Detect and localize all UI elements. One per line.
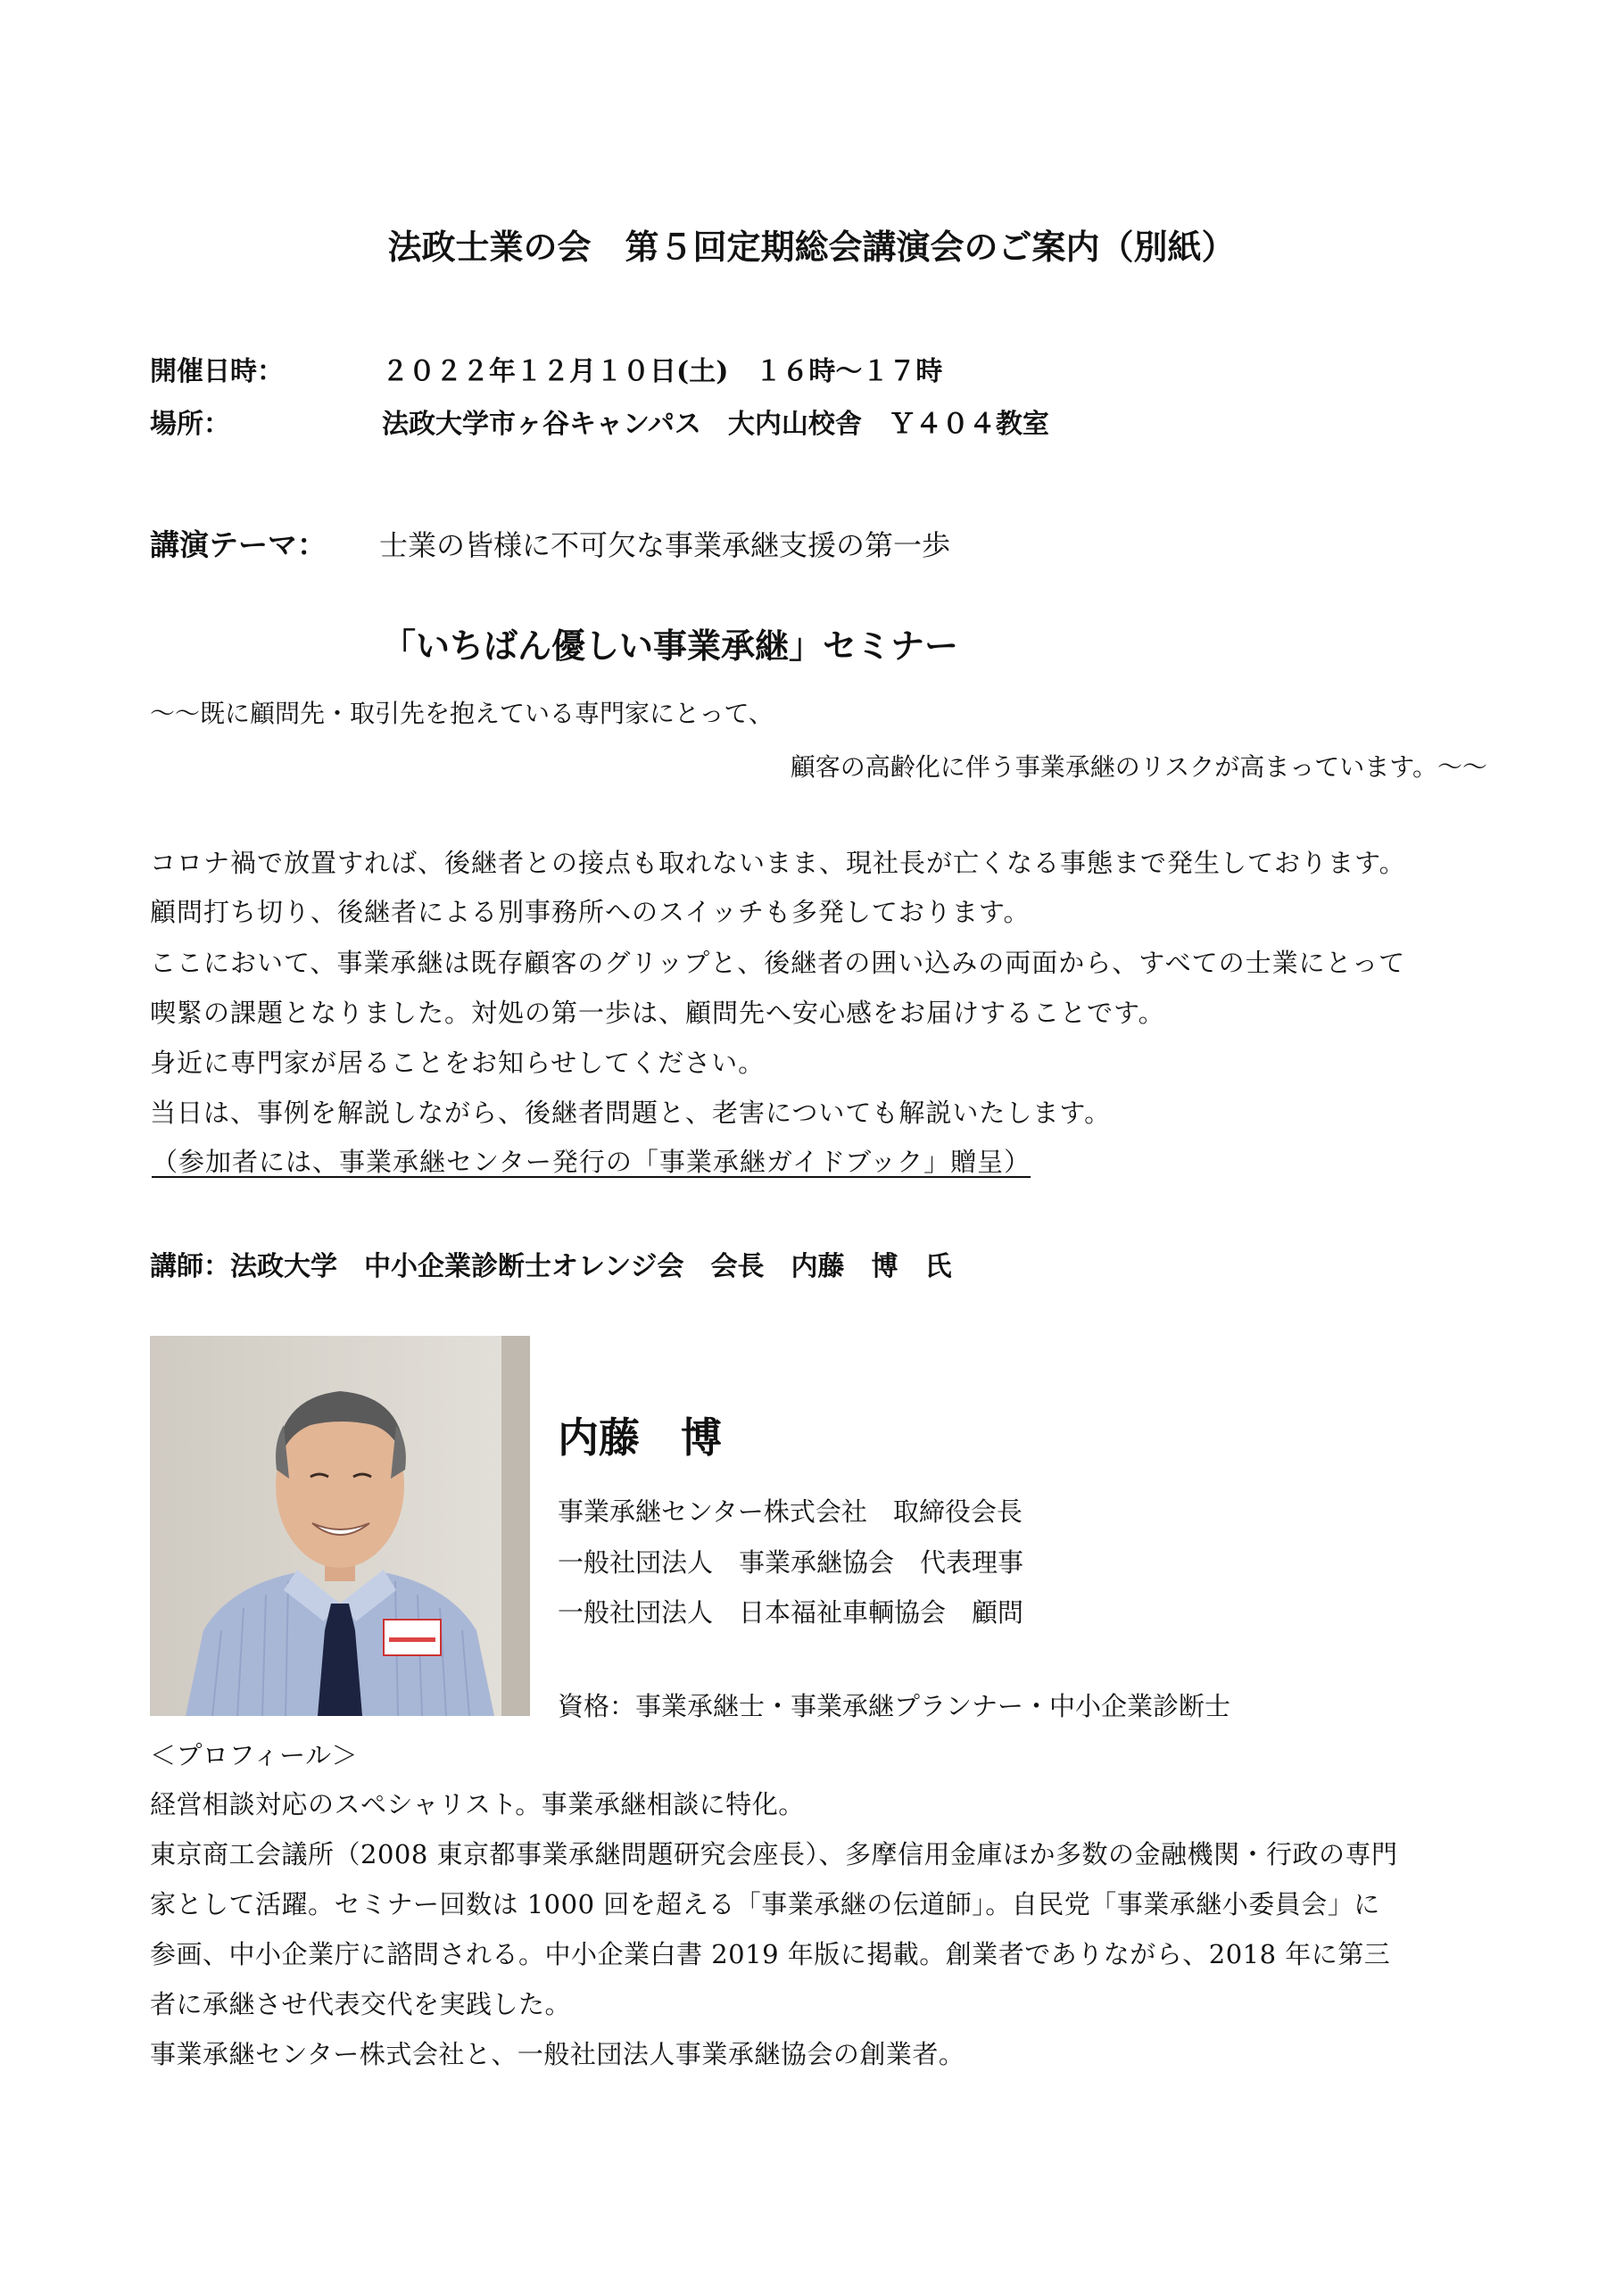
description-line: コロナ禍で放置すれば、後継者との接点も取れないまま、現社長が亡くなる事態まで発生しております。 [150,848,1406,878]
theme-label: 講演テーマ： [150,527,327,562]
tagline-line-1: ～～既に顧問先・取引先を抱えている専門家にとって、 [150,699,774,728]
profile-line: 参画、中小企業庁に諮問される。中小企業白書 2019 年版に掲載。創業者でありながら、2018 年に第三 [150,1939,1391,1969]
lecturer-line: 講師：法政大学 中小企業診断士オレンジ会 会長 内藤 博 氏 [150,1251,952,1282]
place-value: 法政大学市ヶ谷キャンパス 大内山校舎 Ｙ４０４教室 [382,409,1049,440]
speaker-qualifications: 資格：事業承継士・事業承継プランナー・中小企業診断士 [558,1691,1231,1721]
speaker-role: 一般社団法人 日本福祉車輌協会 顧問 [558,1597,1024,1628]
speaker-role: 事業承継センター株式会社 取締役会長 [558,1496,1023,1527]
page-title: 法政士業の会 第５回定期総会講演会のご案内（別紙） [387,227,1236,267]
description-line: 喫緊の課題となりました。対処の第一歩は、顧問先へ安心感をお届けすることです。 [150,998,1165,1028]
seminar-title: 「いちばん優しい事業承継」セミナー [382,626,959,666]
theme-value: 士業の皆様に不可欠な事業承継支援の第一歩 [379,528,951,562]
profile-line: 東京商工会議所（2008 東京都事業承継問題研究会座長）、多摩信用金庫ほか多数の金融機関・行政の専門 [150,1839,1398,1869]
profile-line: 者に承継させ代表交代を実践した。 [150,1989,572,2019]
speaker-photo [150,1336,530,1716]
profile-line: 経営相談対応のスペシャリスト。事業承継相談に特化。 [150,1789,805,1819]
place-label: 場所： [150,409,230,440]
giveaway-note: （参加者には、事業承継センター発行の「事業承継ガイドブック」贈呈） [152,1147,1031,1177]
profile-heading: ＜プロフィール＞ [150,1740,359,1770]
profile-line: 事業承継センター株式会社と、一般社団法人事業承継協会の創業者。 [150,2039,965,2069]
description-line: 顧問打ち切り、後継者による別事務所へのスイッチも多発しております。 [150,897,1031,927]
speaker-name: 内藤 博 [558,1413,722,1462]
tagline-line-2: 顧客の高齢化に伴う事業承継のリスクが高まっています。～～ [790,752,1487,782]
profile-line: 家として活躍。セミナー回数は 1000 回を超える「事業承継の伝道師」。自民党「事業承継小委員会」に [150,1889,1380,1919]
speaker-portrait-illustration [150,1336,530,1716]
photo-background-wall [501,1336,530,1716]
speaker-role: 一般社団法人 事業承継協会 代表理事 [558,1547,1024,1578]
date-value: ２０２２年１２月１０日(土) １６時～１７時 [382,356,943,387]
description-line: 身近に専門家が居ることをお知らせしてください。 [150,1048,766,1078]
description-line: 当日は、事例を解説しながら、後継者問題と、老害についても解説いたします。 [150,1098,1112,1128]
date-label: 開催日時： [150,356,284,387]
description-line: ここにおいて、事業承継は既存顧客のグリップと、後継者の囲い込みの両面から、すべての士業にとって [150,948,1406,978]
